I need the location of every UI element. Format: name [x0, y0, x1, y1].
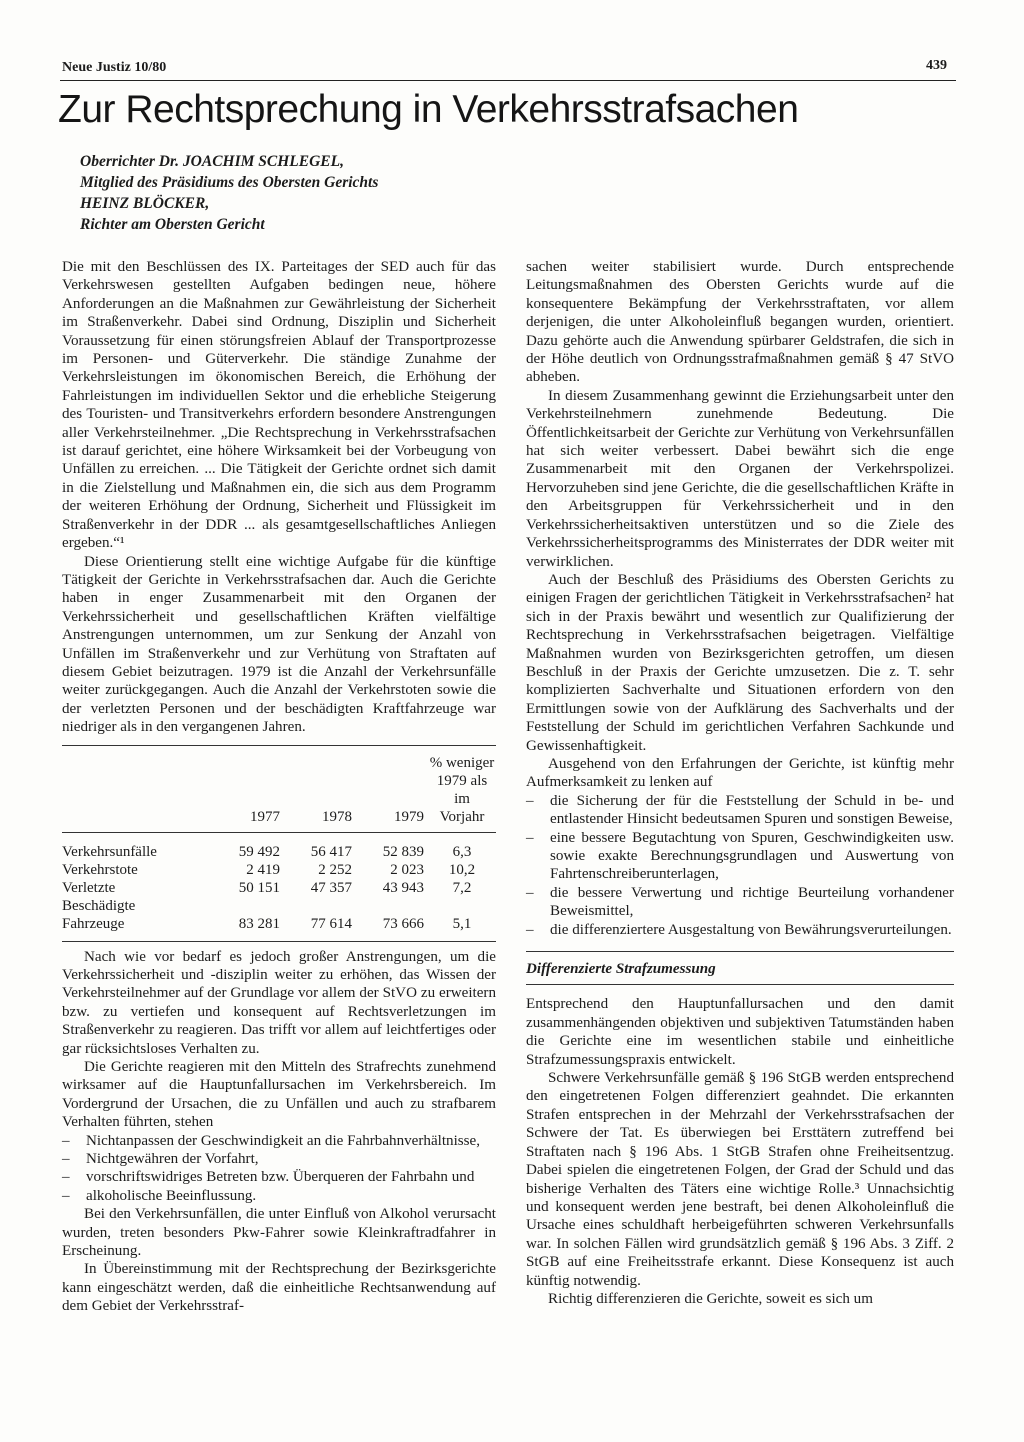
- row-label: Verkehrsunfälle: [62, 843, 157, 860]
- paragraph: In diesem Zusammenhang gewinnt die Erziehungsarbeit unter den Verkehrsteilnehmern zunehmende Bedeutung. Die Öffentlichkeitsarbeit der Gerichte zur Verhütung von Verkehrsunfällen hat sich weiter verbessert. Dabei bewährt sich die enge Zusammenarbeit mit den Organen der Verkehrspolizei. Hervorzuheben sind jene Gerichte, die die gesellschaftlichen Kräfte in den Arbeitsgruppen für Verkehrssicherheit und in den Verkehrssicherheitsaktiven unterstützen und so die Ziele des Verkehrssicherheitsprogramms des Ministerrates der DDR weiter mit verwirklichen.: [526, 387, 954, 570]
- author-line: Oberrichter Dr. JOACHIM SCHLEGEL,: [80, 153, 344, 170]
- table-cell: 10,2: [448, 861, 476, 878]
- table-cell: 5,1: [428, 897, 496, 942]
- paragraph: Die Gerichte reagieren mit den Mitteln des Strafrechts zunehmend wirksamer auf die Hauptunfallursachen im Verkehrsbereich. Im Vordergrund der Ursachen, die zu Unfällen und auch zu strafbarem Verhalten führten, stehen: [62, 1059, 496, 1131]
- table-cell: 2 023: [390, 861, 424, 878]
- paragraph: Die mit den Beschlüssen des IX. Parteitages der SED auch für das Verkehrswesen gestellten Aufgaben bedingen neue, höhere Anforderungen an die Maßnahmen zur Gewährleistung der Sicherheit im Straßenverkehr. Dabei sind Ordnung, Disziplin und Sicherheit Voraussetzung für einen störungsfreien Ablauf der Transportprozesse im Personen- und Güterverkehr. Die ständige Zunahme der Verkehrsleistungen im ökonomischen Bereich, die Erhöhung der Fahrleistungen im individuellen Sektor und die erhebliche Steigerung des Touristen- und Transitverkehrs erfordern besondere Anstrengungen aller Verkehrsteilnehmer. „Die Rechtsprechung in Verkehrsstrafsachen ist darauf gerichtet, eine höhere Wirksamkeit bei der Vorbeugung von Unfällen zu erreichen. ... Die Tätigkeit der Gerichte ordnet sich damit in die Zielstellung und Maßnahmen ein, die sich aus dem Programm der weiteren Erhöhung der Ordnung, Sicherheit und Flüssigkeit im Straßenverkehr in der DDR ... als gesamtgesellschaftliches Anliegen ergeben.“¹: [62, 259, 496, 552]
- table-cell: 50 151: [238, 879, 280, 896]
- table-row: [62, 879, 496, 897]
- column-header-1978: 1978: [284, 808, 356, 833]
- list-item: – Nichtanpassen der Geschwindigkeit an die Fahrbahnverhältnisse,: [62, 1132, 480, 1149]
- column-header-percent: % weniger: [428, 745, 496, 772]
- row-label: Verkehrstote: [62, 861, 138, 878]
- paragraph: Richtig differenzieren die Gerichte, soweit es sich um: [548, 1290, 873, 1307]
- table-row: [62, 861, 496, 879]
- author-line: Richter am Obersten Gericht: [80, 216, 265, 233]
- list-item: – alkoholische Beeinflussung.: [62, 1187, 257, 1204]
- table-cell: 6,3: [452, 843, 472, 860]
- paragraph: Bei den Verkehrsunfällen, die unter Einfluß von Alkohol verursacht wurden, treten besonders Pkw-Fahrer sowie Kleinkraftradfahrer in Erscheinung.: [62, 1206, 496, 1260]
- left-column: [62, 258, 496, 1316]
- author-line: Mitglied des Präsidiums des Obersten Gerichts: [80, 174, 379, 191]
- table-row: [62, 832, 496, 861]
- row-label: [62, 897, 212, 942]
- list-item: – Nichtgewähren der Vorfahrt,: [62, 1151, 259, 1168]
- table-cell: 7,2: [452, 879, 472, 896]
- right-column: [526, 258, 954, 1308]
- table-cell: 83 281: [212, 897, 284, 942]
- accident-statistics-table: [62, 745, 496, 942]
- list-item: – die differenziertere Ausgestaltung von Bewährungsverurteilungen.: [526, 921, 952, 938]
- list-item: – die Sicherung der für die Feststellung der Schuld in be- und entlastender Hinsicht bedeutsamen Spuren und sonstigen Beweise,: [526, 792, 954, 828]
- table-cell: 43 943: [382, 879, 424, 896]
- column-header-percent: Vorjahr: [428, 808, 496, 833]
- table-row: [62, 897, 496, 942]
- header-rule: [60, 80, 956, 81]
- column-header-1977: 1977: [212, 808, 284, 833]
- author-block: [80, 151, 378, 235]
- list-item: – die bessere Verwertung und richtige Beurteilung vorhandener Beweismittel,: [526, 884, 954, 920]
- article-title: Zur Rechtsprechung in Verkehrsstrafsachen: [58, 88, 799, 131]
- paragraph: Auch der Beschluß des Präsidiums des Obersten Gerichts zu einigen Fragen der gerichtlichen Tätigkeit in Verkehrsstrafsachen² hat sich in der Praxis bewährt und wesentlich zur Qualifizierung der Rechtsprechung in Verkehrsstrafsachen beigetragen. Vielfältige Maßnahmen wurden von Bezirksgerichten getroffen, um diesen Beschluß in der Praxis der Gerichte umzusetzen. Die z. T. sehr komplizierten Sachverhalte und Situationen erfordern von den Ermittlungen sowie von der Aufklärung des Sachverhalts und der Feststellung der Schuld im gerichtlichen Verfahren Sachkunde und Gewissenhaftigkeit.: [526, 571, 954, 754]
- table-cell: 77 614: [284, 897, 356, 942]
- row-label-line: Fahrzeuge: [62, 915, 125, 932]
- table-cell: 2 419: [246, 861, 280, 878]
- table-cell: 2 252: [318, 861, 352, 878]
- author-line: HEINZ BLÖCKER,: [80, 195, 210, 212]
- paragraph: In Übereinstimmung mit der Rechtsprechung der Bezirksgerichte kann eingeschätzt werden, daß die einheitliche Rechtsanwendung auf dem Gebiet der Verkehrsstraf-: [62, 1261, 496, 1315]
- paragraph: sachen weiter stabilisiert wurde. Durch entsprechende Leitungsmaßnahmen des Obersten Gerichts wurde auf die konsequentere Bekämpfung der Verkehrsstraftaten, vor allem derjenigen, die unter Alkoholeinfluß begangen wurden, orientiert. Dazu gehörte auch die Anwendung spürbarer Geldstrafen, die sich in der Höhe deutlich von Ordnungsstrafmaßnahmen gemäß § 47 StVO abheben.: [526, 259, 954, 386]
- table-cell: 59 492: [238, 843, 280, 860]
- paragraph: Entsprechend den Hauptunfallursachen und den damit zusammenhängenden objektiven und subjektiven Tatumständen haben die Gerichte eine im wesentlichen stabile und einheitliche Strafzumessungspraxis entwickelt.: [526, 996, 954, 1068]
- list-item: – eine bessere Begutachtung von Spuren, Geschwindigkeiten usw. sowie exakte Berechnungsgrundlagen und Auswertung von Fahrtenschreiberunterlagen,: [526, 829, 954, 883]
- table-cell: 56 417: [310, 843, 352, 860]
- paragraph: Diese Orientierung stellt eine wichtige Aufgabe für die künftige Tätigkeit der Gerichte in Verkehrsstrafsachen dar. Auch die Gerichte haben in enger Zusammenarbeit mit den Organen der Verkehrssicherheit und gesellschaftlichen Kräften vielfältige Anstrengungen unternommen, um zur Senkung der Anzahl von Unfällen im Straßenverkehr und zur Verhütung von Straftaten auf diesem Gebiet beizutragen. 1979 ist die Anzahl der Verkehrsunfälle weiter zurückgegangen. Auch die Anzahl der Verkehrstoten sowie die der verletzten Personen und der beschädigten Kraftfahrzeuge war niedriger als in den vergangenen Jahren.: [62, 553, 496, 736]
- paragraph: Ausgehend von den Erfahrungen der Gerichte, ist künftig mehr Aufmerksamkeit zu lenken auf: [526, 755, 954, 791]
- table-cell: 52 839: [382, 843, 424, 860]
- section-heading: Differenzierte Strafzumessung: [526, 951, 954, 985]
- paragraph: Schwere Verkehrsunfälle gemäß § 196 StGB werden entsprechend den eingetretenen Folgen differenziert geahndet. Die erkannten Strafen entsprechen in der Mehrzahl der Verkehrsstrafsachen der Schwere der Tat. Es überwiegen bei Ersttätern zutreffend bei Straftaten nach § 196 Abs. 1 StGB Strafen ohne Freiheitsentzug. Dabei spielen die eingetretenen Folgen, der Grad der Schuld und das bisherige Verhalten des Täters eine wichtige Rolle.³ Unnachsichtig und konsequent werden jene bestraft, bei denen Alkoholeinfluß die Ursache eines schuldhaft herbeigeführten schweren Verkehrsunfalls war. In solchen Fällen wird grundsätzlich gemäß § 196 Abs. 3 Ziff. 2 StGB auf eine Freiheitsstrafe erkannt. Diese Konsequenz ist auch künftig notwendig.: [526, 1070, 954, 1289]
- list-item: – vorschriftswidriges Betreten bzw. Überqueren der Fahrbahn und: [62, 1169, 475, 1186]
- table-cell: 73 666: [356, 897, 428, 942]
- column-header-percent: 1979 als im: [436, 772, 488, 807]
- table-cell: 47 357: [310, 879, 352, 896]
- row-label-line: Beschädigte: [62, 897, 136, 914]
- journal-name: Neue Justiz 10/80: [62, 60, 167, 75]
- column-header-1979: 1979: [356, 808, 428, 833]
- row-label: Verletzte: [62, 879, 116, 896]
- paragraph: Nach wie vor bedarf es jedoch großer Anstrengungen, um die Verkehrssicherheit und -disziplin weiter zu erhöhen, das Wissen der Verkehrsteilnehmer auf der Grundlage vor allem der StVO zu erweitern bzw. zu vertiefen und konsequent auf Rechtsverletzungen im Straßenverkehr zu reagieren. Das trifft vor allem auf leichtfertiges oder gar rücksichtsloses Verhalten zu.: [62, 948, 496, 1057]
- page-number: 439: [926, 58, 947, 73]
